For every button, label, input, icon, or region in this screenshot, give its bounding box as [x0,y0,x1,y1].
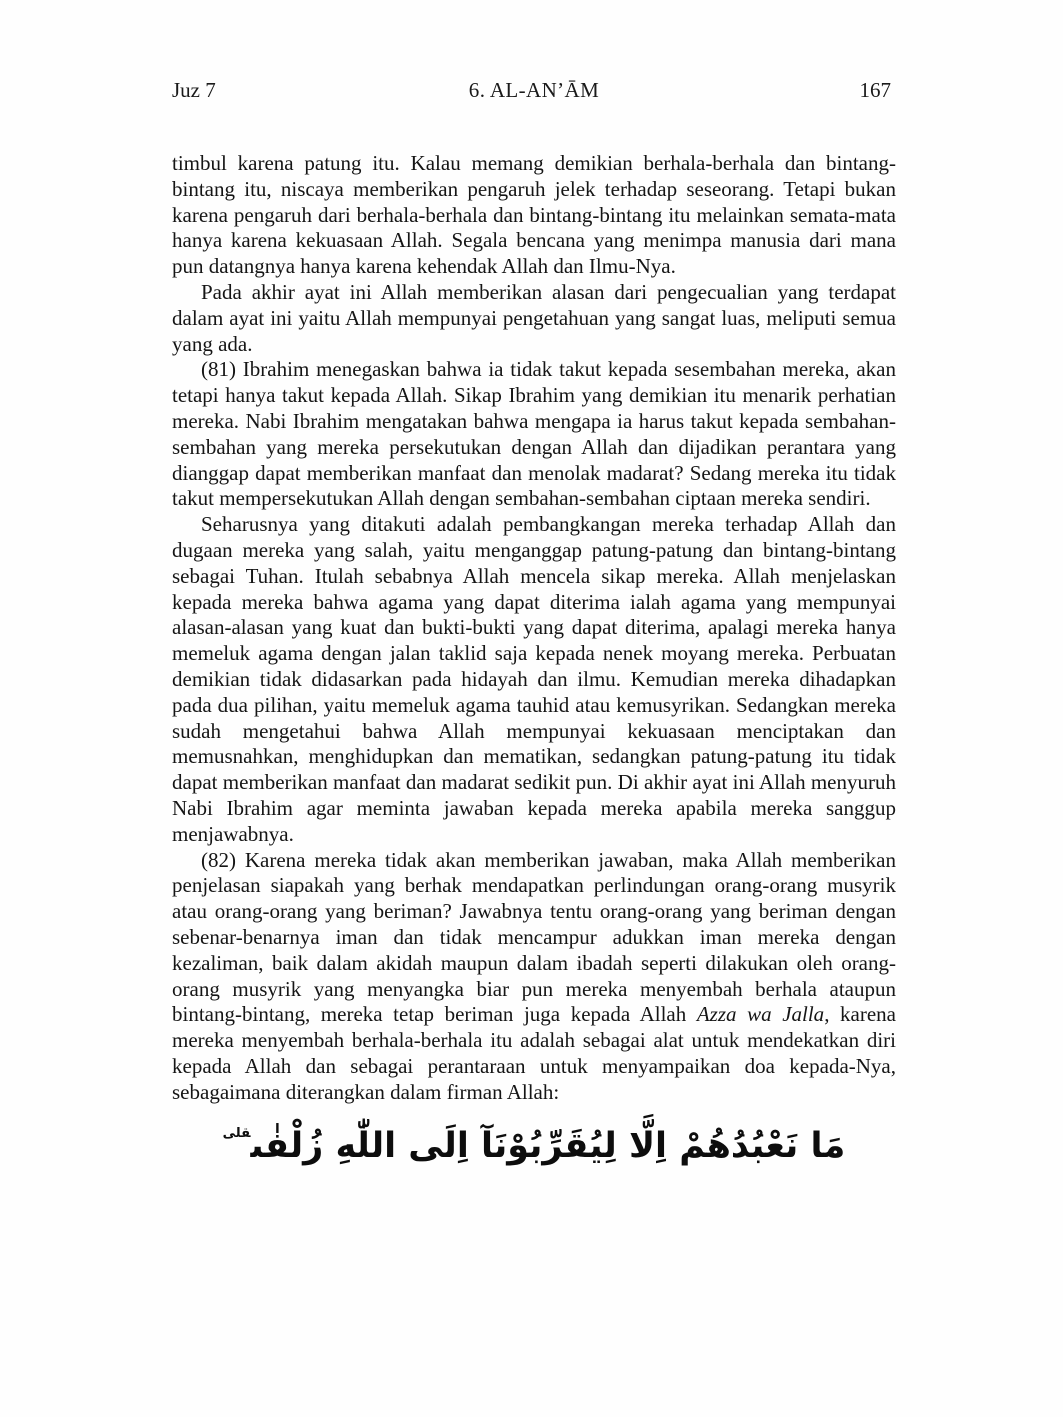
page-number: 167 [859,78,891,102]
paragraph-verse-81: (81) Ibrahim menegaskan bahwa ia tidak takut kepada sesembahan mereka, akan tetapi hanya takut kepada Allah. Sikap Ibrahim yang demikian itu menarik perhatian mereka. Nabi Ibrahim mengatakan bahwa mengapa ia harus takut kepada sembahan-sembahan yang mereka persekutukan dengan Allah dan dijadikan perantara yang dianggap dapat memberikan manfaat dan menolak madarat? Sedang mereka itu tidak takut mempersekutukan Allah dengan sembahan-sembahan ciptaan mereka sendiri. [172,357,896,511]
paragraph-continuation: timbul karena patung itu. Kalau memang demikian berhala-berhala dan bintang-bintang itu, niscaya memberikan pengaruh jelek terhadap seseorang. Tetapi bukan karena pengaruh dari berhala-berhala dan bintang-bintang itu melainkan semata-mata hanya karena kekuasaan Allah. Segala bencana yang menimpa manusia dari mana pun datangnya hanya karena kehendak Allah dan Ilmu-Nya. [172,151,896,279]
azza-wa-jalla-phrase: Azza wa Jalla [696,1002,825,1027]
waqf-mark: قلى [222,1125,251,1141]
paragraph-seharusnya: Seharusnya yang ditakuti adalah pembangkangan mereka terhadap Allah dan dugaan mereka yang salah, yaitu menganggap patung-patung dan bintang-bintang sebagai Tuhan. Itulah sebabnya Allah mencela sikap mereka. Allah menjelaskan kepada mereka bahwa agama yang dapat diterima ialah agama yang mempunyai alasan-alasan yang kuat dan bukti-bukti yang dapat diterima, apalagi mereka hanya memeluk agama dengan jalan taklid saja kepada nenek moyang mereka. Perbuatan demikian tidak didasarkan pada hidayah dan ilmu. Kemudian mereka dihadapkan pada dua pilihan, yaitu memeluk agama tauhid atau kemusyrikan. Sedangkan mereka sudah mengetahui bahwa Allah mempunyai kekuasaan menciptakan dan memusnahkan, menghidupkan dan mematikan, sedangkan patung-patung itu tidak dapat memberikan manfaat dan madarat sedikit pun. Di akhir ayat ini Allah menyuruh Nabi Ibrahim agar meminta jawaban kepada mereka apabila mereka sanggup menjawabnya. [172,512,896,846]
surah-title: 6. AL-AN’ĀM [468,78,600,102]
tafsir-text-block [172,151,896,1174]
arabic-verse [172,1119,896,1173]
arabic-verse-text: مَا نَعْبُدُهُمْ اِلَّا لِيُقَرِّبُوْنَآ اِلَى اللّٰهِ زُلْفٰى [250,1126,846,1167]
paragraph-closing-remark: Pada akhir ayat ini Allah memberikan alasan dari pengecualian yang terdapat dalam ayat ini yaitu Allah mempunyai pengetahuan yang sangat luas, meliputi semua yang ada. [172,279,896,356]
page-header [172,77,896,104]
paragraph-verse-82-text-after: , karena mereka menyembah berhala-berhala itu adalah sebagai alat untuk mendekatkan diri kepada Allah dan sebagai perantaraan untuk menyampaikan doa kepada-Nya, sebagaimana diterangkan dalam firman Allah: [172,1002,896,1104]
paragraph-verse-82-text: (82) Karena mereka tidak akan memberikan jawaban, maka Allah memberikan penjelasan siapakah yang berhak mendapatkan perlindungan orang-orang musyrik atau orang-orang yang beriman? Jawabnya tentu orang-orang yang beriman dengan sebenar-benarnya iman dan tidak mencampur adukkan iman mereka dengan kezaliman, baik dalam akidah maupun dalam ibadah seperti dilakukan oleh orang-orang musyrik yang menyangka biar pun mereka menyembah berhala ataupun bintang-bintang, mereka tetap beriman juga kepada Allah [172,847,896,1027]
juz-label: Juz 7 [172,78,216,102]
paragraph-verse-82 [172,848,896,1106]
